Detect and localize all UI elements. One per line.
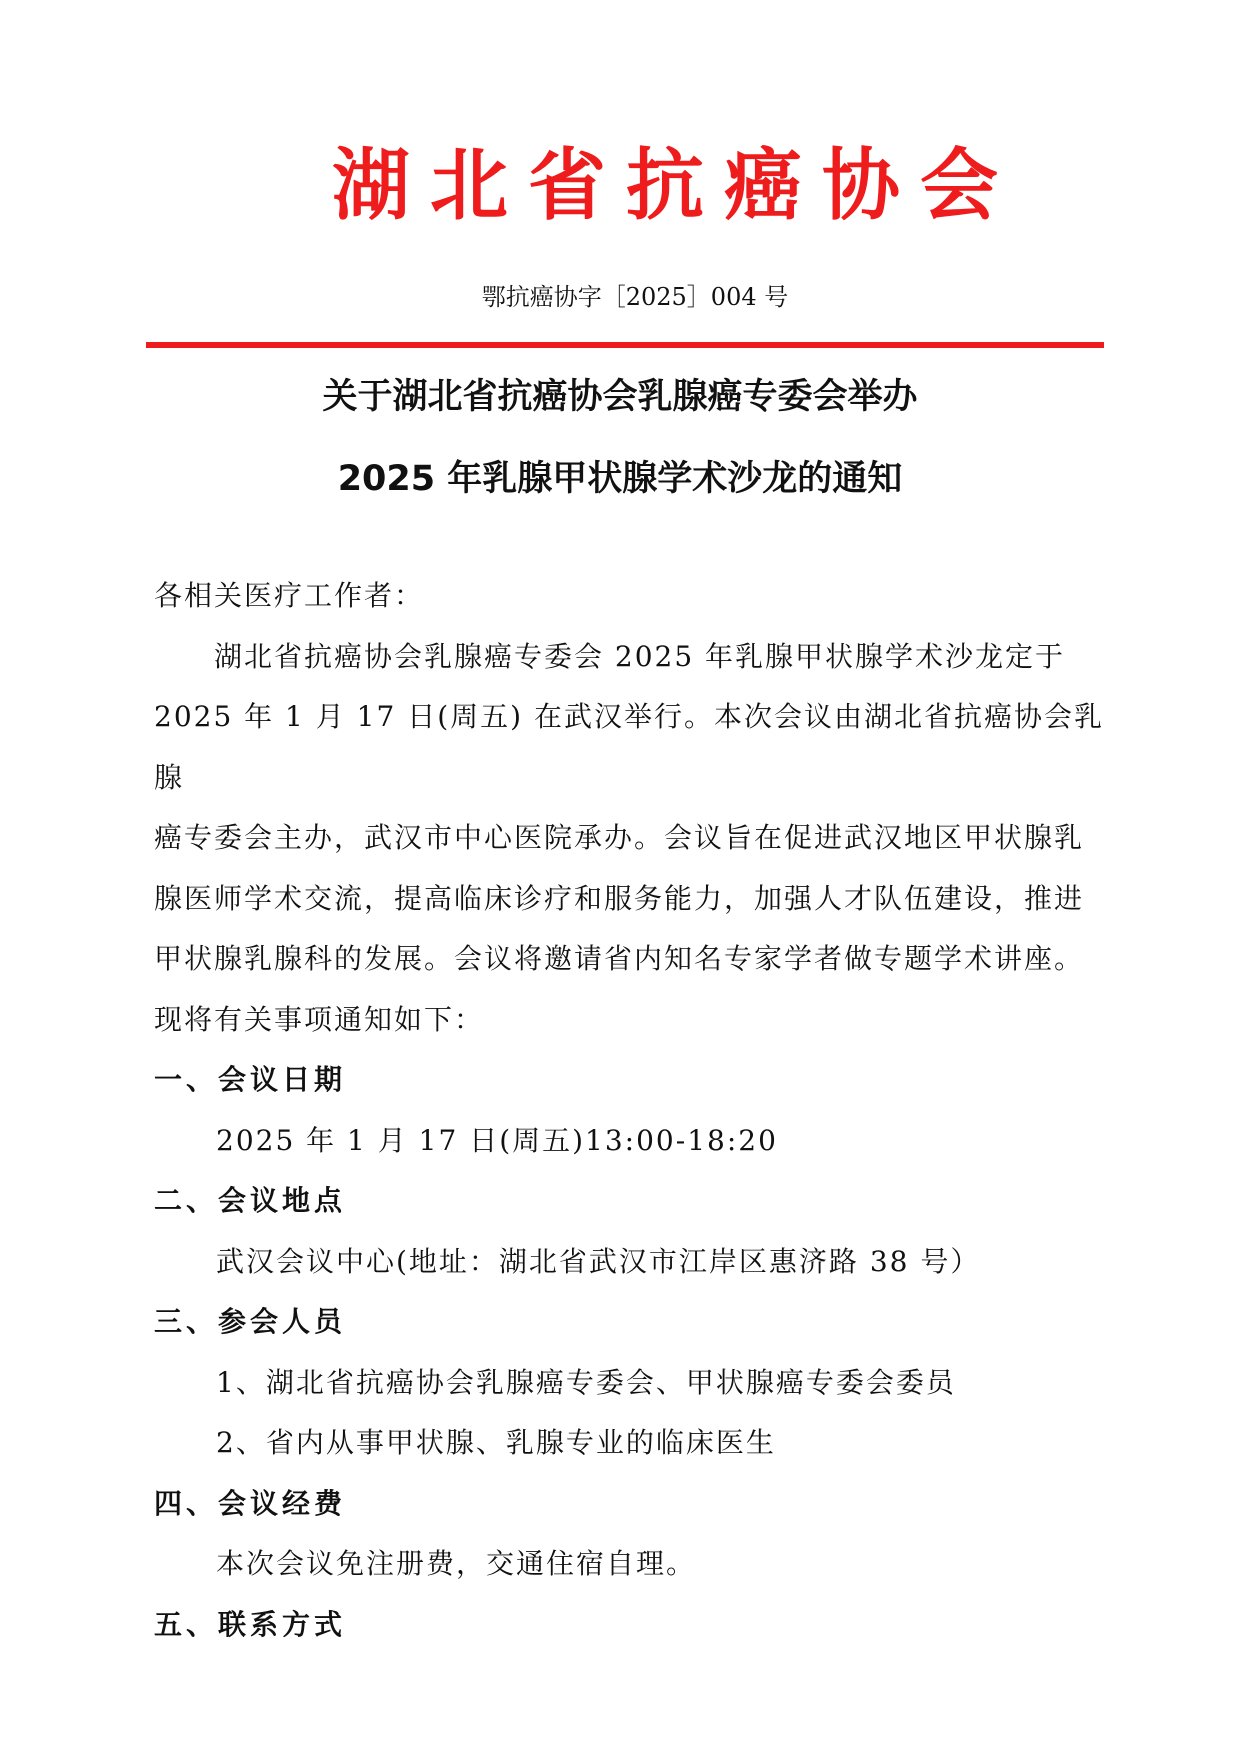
organization-title: 湖北省抗癌协会 [331,141,1018,231]
section-item-attendees-1: 1、湖北省抗癌协会乳腺癌专委会、甲状腺癌专委会委员 [216,1365,956,1399]
intro-line: 现将有关事项通知如下： [154,1002,485,1036]
document-number: 鄂抗癌协字［2025］004 号 [481,283,789,311]
notice-title-line1: 关于湖北省抗癌协会乳腺癌专委会举办 [322,377,918,417]
intro-line: 腺医师学术交流，提高临床诊疗和服务能力，加强人才队伍建设，推进 [154,881,1085,915]
section-item-attendees-2: 2、省内从事甲状腺、乳腺专业的临床医生 [216,1426,776,1459]
section-item-venue: 武汉会议中心(地址：湖北省武汉市江岸区惠济路 38 号） [216,1244,981,1278]
section-item-fees: 本次会议免注册费，交通住宿自理。 [216,1547,697,1580]
section-heading-date: 一、会议日期 [154,1063,347,1096]
section-heading-venue: 二、会议地点 [154,1184,347,1217]
section-heading-contact: 五、联系方式 [154,1607,347,1641]
section-heading-attendees: 三、参会人员 [154,1305,347,1338]
section-item-date: 2025 年 1 月 17 日(周五)13:00-18:20 [216,1123,778,1157]
intro-line: 湖北省抗癌协会乳腺癌专委会 2025 年乳腺甲状腺学术沙龙定于 [214,639,1066,673]
notice-title-line2: 2025 年乳腺甲状腺学术沙龙的通知 [337,459,903,499]
notice-body [154,566,1114,1655]
intro-line: 甲状腺乳腺科的发展。会议将邀请省内知名专家学者做专题学术讲座。 [154,942,1085,975]
red-header-rule [146,342,1104,348]
intro-line: 2025 年 1 月 17 日(周五) 在武汉举行。本次会议由湖北省抗癌协会乳腺 [154,700,1104,794]
intro-line: 癌专委会主办，武汉市中心医院承办。会议旨在促进武汉地区甲状腺乳 [154,821,1085,854]
section-heading-fees: 四、会议经费 [154,1486,347,1520]
salutation: 各相关医疗工作者： [154,579,425,612]
